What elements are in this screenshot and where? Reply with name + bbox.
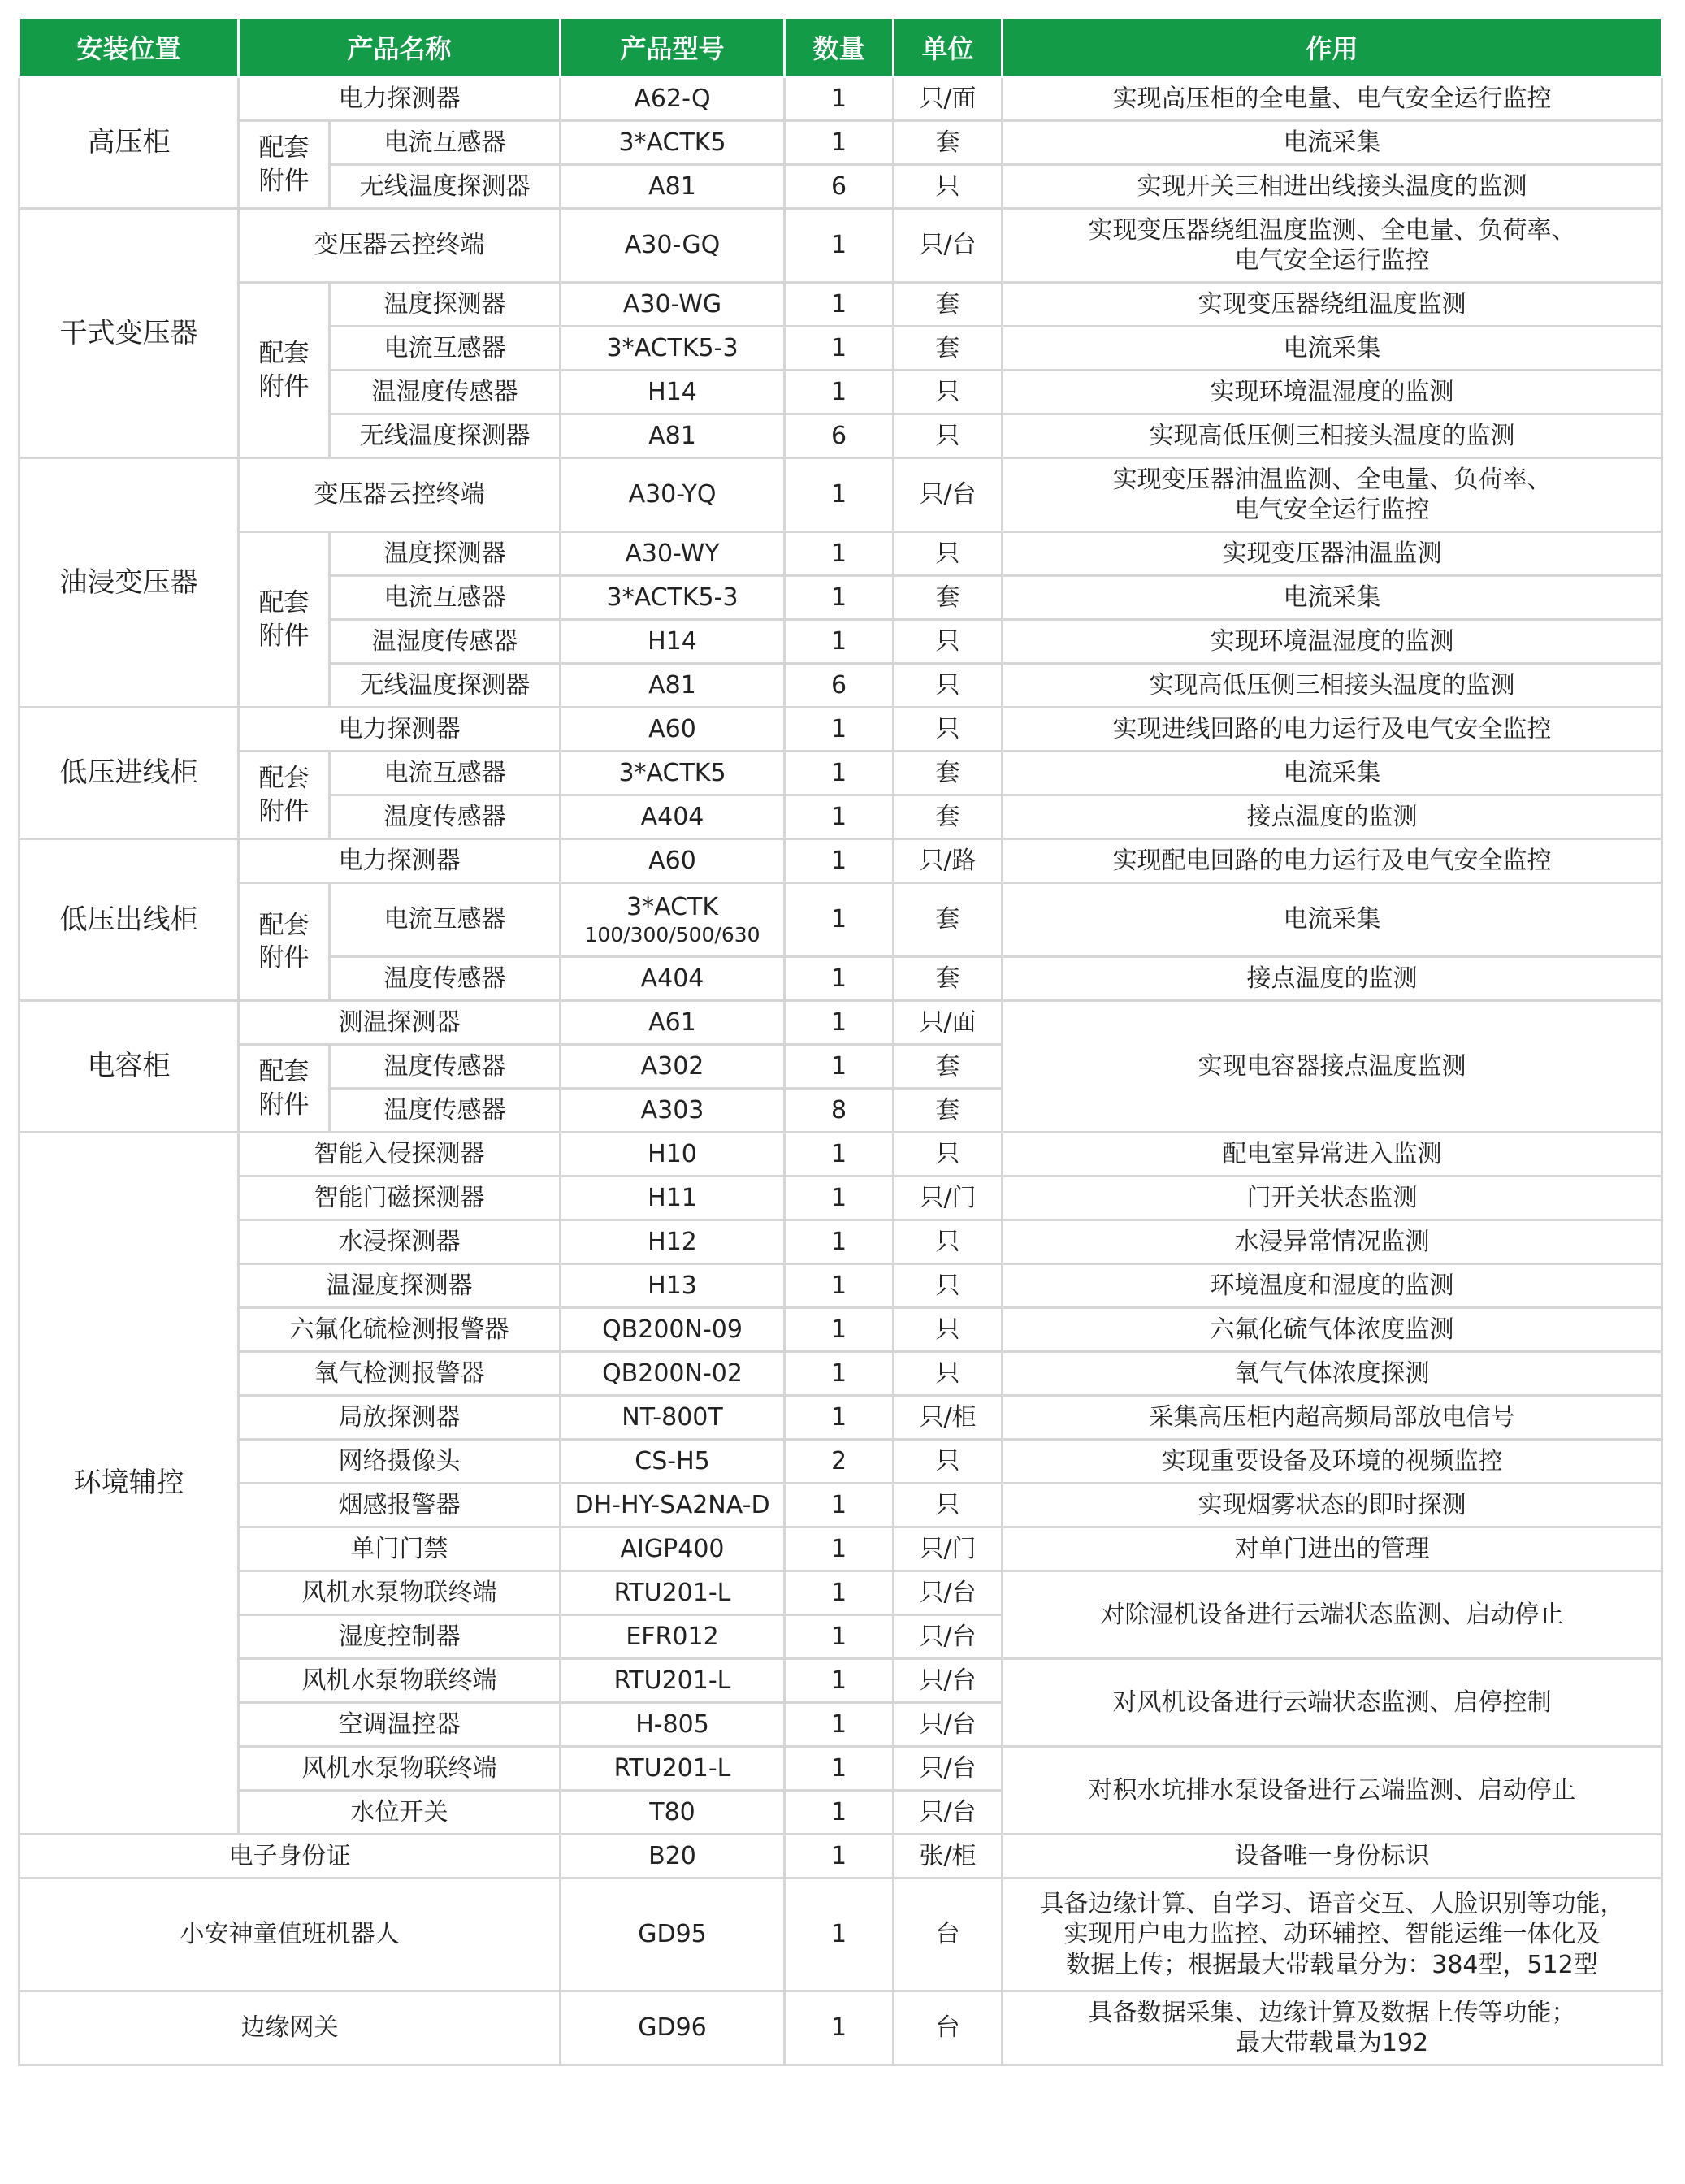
unit-cell: 只/路 [894,839,1003,883]
product-name-cell: 电力探测器 [239,77,561,121]
function-cell: 环境温度和湿度的监测 [1003,1264,1662,1308]
qty-cell: 1 [785,1991,894,2065]
table-row [19,1440,1662,1484]
function-cell: 配电室异常进入监测 [1003,1133,1662,1176]
product-name-cell: 温度传感器 [330,795,561,839]
qty-cell: 1 [785,1176,894,1220]
qty-cell: 1 [785,1835,894,1878]
qty-cell: 1 [785,1045,894,1089]
location-cell: 干式变压器 [19,209,239,458]
model-cell: A404 [561,795,785,839]
function-cell: 实现烟雾状态的即时探测 [1003,1484,1662,1528]
model-cell: CS-H5 [561,1440,785,1484]
function-cell: 电流采集 [1003,121,1662,165]
function-cell: 实现电容器接点温度监测 [1003,1001,1662,1133]
product-name-cell: 空调温控器 [239,1703,561,1747]
model-cell: DH-HY-SA2NA-D [561,1484,785,1528]
model-cell: RTU201-L [561,1747,785,1791]
model-cell: A81 [561,165,785,209]
table-row [19,1528,1662,1571]
model-cell: H14 [561,370,785,414]
location-cell: 环境辅控 [19,1133,239,1835]
unit-cell: 只 [894,414,1003,458]
qty-cell: 1 [785,839,894,883]
product-name-cell: 电流互感器 [330,752,561,795]
function-cell: 实现高低压侧三相接头温度的监测 [1003,414,1662,458]
model-cell: QB200N-09 [561,1308,785,1352]
product-name-cell: 电流互感器 [330,883,561,957]
model-cell: H10 [561,1133,785,1176]
qty-cell: 1 [785,209,894,283]
qty-cell: 1 [785,1308,894,1352]
model-cell: H14 [561,620,785,664]
table-row [19,121,1662,165]
model-cell: AIGP400 [561,1528,785,1571]
qty-cell: 1 [785,1220,894,1264]
location-cell: 低压进线柜 [19,708,239,839]
model-cell: A61 [561,1001,785,1045]
function-cell: 电流采集 [1003,752,1662,795]
model-cell: A302 [561,1045,785,1089]
qty-cell: 2 [785,1440,894,1484]
product-name-cell: 温湿度传感器 [330,370,561,414]
table-row [19,283,1662,327]
model-cell: 3*ACTK5-3 [561,327,785,370]
model-cell: H13 [561,1264,785,1308]
unit-cell: 只/台 [894,1747,1003,1791]
unit-cell: 套 [894,283,1003,327]
function-cell: 实现开关三相进出线接头温度的监测 [1003,165,1662,209]
unit-cell: 只 [894,532,1003,576]
function-cell: 对积水坑排水泵设备进行云端监测、启动停止 [1003,1747,1662,1835]
unit-cell: 只 [894,1440,1003,1484]
qty-cell: 6 [785,165,894,209]
header-unit: 单位 [894,18,1003,77]
model-cell: A404 [561,957,785,1001]
unit-cell: 套 [894,752,1003,795]
model-cell: A62-Q [561,77,785,121]
table-row [19,1659,1662,1703]
function-cell: 实现配电回路的电力运行及电气安全监控 [1003,839,1662,883]
model-cell: 3*ACTK5 [561,752,785,795]
qty-cell: 1 [785,1528,894,1571]
model-cell: T80 [561,1791,785,1835]
unit-cell: 只 [894,1352,1003,1396]
qty-cell: 6 [785,414,894,458]
product-name-cell: 单门门禁 [239,1528,561,1571]
unit-cell: 只 [894,664,1003,708]
unit-cell: 只 [894,1220,1003,1264]
product-name-cell: 温湿度传感器 [330,620,561,664]
accessory-label: 配套 附件 [239,752,330,839]
product-name-cell: 小安神童值班机器人 [19,1878,561,1991]
qty-cell: 1 [785,1747,894,1791]
table-row [19,1396,1662,1440]
qty-cell: 1 [785,283,894,327]
unit-cell: 只 [894,708,1003,752]
qty-cell: 1 [785,1396,894,1440]
function-cell: 接点温度的监测 [1003,957,1662,1001]
function-cell: 实现变压器油温监测 [1003,532,1662,576]
header-product-name: 产品名称 [239,18,561,77]
model-cell: QB200N-02 [561,1352,785,1396]
product-name-cell: 边缘网关 [19,1991,561,2065]
product-name-cell: 温度传感器 [330,1089,561,1133]
table-row [19,1878,1662,1991]
table-row [19,883,1662,957]
product-name-cell: 风机水泵物联终端 [239,1659,561,1703]
qty-cell: 1 [785,1484,894,1528]
accessory-label: 配套 附件 [239,883,330,1001]
accessory-label: 配套 附件 [239,1045,330,1133]
model-cell: 3*ACTK5-3 [561,576,785,620]
unit-cell: 只/台 [894,1703,1003,1747]
qty-cell: 1 [785,458,894,532]
product-name-cell: 智能门磁探测器 [239,1176,561,1220]
qty-cell: 1 [785,532,894,576]
unit-cell: 张/柜 [894,1835,1003,1878]
model-cell: 3*ACTK5 [561,121,785,165]
model-cell: H11 [561,1176,785,1220]
function-cell: 对单门进出的管理 [1003,1528,1662,1571]
qty-cell: 1 [785,1878,894,1991]
location-cell: 低压出线柜 [19,839,239,1001]
qty-cell: 1 [785,77,894,121]
product-name-cell: 温度探测器 [330,283,561,327]
function-cell: 实现环境温湿度的监测 [1003,620,1662,664]
qty-cell: 1 [785,1133,894,1176]
function-cell: 设备唯一身份标识 [1003,1835,1662,1878]
model-sub: 100/300/500/630 [584,923,760,947]
table-row [19,708,1662,752]
function-cell: 对除湿机设备进行云端状态监测、启动停止 [1003,1571,1662,1659]
table-row [19,1352,1662,1396]
product-name-cell: 六氟化硫检测报警器 [239,1308,561,1352]
unit-cell: 只/台 [894,1615,1003,1659]
unit-cell: 套 [894,957,1003,1001]
model-cell: EFR012 [561,1615,785,1659]
model-cell: A30-GQ [561,209,785,283]
table-row [19,1835,1662,1878]
model-cell: B20 [561,1835,785,1878]
product-name-cell: 电流互感器 [330,576,561,620]
unit-cell: 套 [894,121,1003,165]
function-cell: 氧气气体浓度探测 [1003,1352,1662,1396]
unit-cell: 只 [894,1484,1003,1528]
function-cell: 电流采集 [1003,327,1662,370]
function-cell: 具备边缘计算、自学习、语音交互、人脸识别等功能， 实现用户电力监控、动环辅控、智能运维一体化及 数据上传；根据最大带载量分为：384型，512型 [1003,1878,1662,1991]
table-row [19,752,1662,795]
unit-cell: 套 [894,1089,1003,1133]
product-name-cell: 风机水泵物联终端 [239,1747,561,1791]
function-cell: 实现变压器绕组温度监测、全电量、负荷率、 电气安全运行监控 [1003,209,1662,283]
table-row [19,532,1662,576]
table-row [19,1484,1662,1528]
table-row [19,1991,1662,2065]
function-cell: 实现高压柜的全电量、电气安全运行监控 [1003,77,1662,121]
product-name-cell: 电流互感器 [330,327,561,370]
header-model: 产品型号 [561,18,785,77]
product-name-cell: 温度传感器 [330,957,561,1001]
qty-cell: 1 [785,957,894,1001]
qty-cell: 1 [785,1264,894,1308]
product-name-cell: 智能入侵探测器 [239,1133,561,1176]
product-table-container [18,16,1661,2066]
product-name-cell: 水位开关 [239,1791,561,1835]
qty-cell: 1 [785,121,894,165]
product-name-cell: 温度探测器 [330,532,561,576]
function-cell: 六氟化硫气体浓度监测 [1003,1308,1662,1352]
unit-cell: 只 [894,1264,1003,1308]
table-row [19,458,1662,532]
model-cell: NT-800T [561,1396,785,1440]
qty-cell: 1 [785,752,894,795]
table-row [19,1308,1662,1352]
qty-cell: 1 [785,1352,894,1396]
model-cell: H-805 [561,1703,785,1747]
model-cell: H12 [561,1220,785,1264]
function-cell: 实现变压器绕组温度监测 [1003,283,1662,327]
product-name-cell: 电流互感器 [330,121,561,165]
unit-cell: 只/台 [894,209,1003,283]
model-cell: GD95 [561,1878,785,1991]
function-cell: 接点温度的监测 [1003,795,1662,839]
product-name-cell: 测温探测器 [239,1001,561,1045]
product-name-cell: 温度传感器 [330,1045,561,1089]
model-cell [561,883,785,957]
product-name-cell: 湿度控制器 [239,1615,561,1659]
product-name-cell: 局放探测器 [239,1396,561,1440]
product-name-cell: 电力探测器 [239,708,561,752]
accessory-label: 配套 附件 [239,121,330,209]
function-cell: 水浸异常情况监测 [1003,1220,1662,1264]
qty-cell: 1 [785,1791,894,1835]
table-row [19,839,1662,883]
qty-cell: 1 [785,795,894,839]
product-name-cell: 电力探测器 [239,839,561,883]
unit-cell: 只 [894,165,1003,209]
location-cell: 电容柜 [19,1001,239,1133]
function-cell: 采集高压柜内超高频局部放电信号 [1003,1396,1662,1440]
table-row [19,77,1662,121]
function-cell: 具备数据采集、边缘计算及数据上传等功能； 最大带载量为192 [1003,1991,1662,2065]
qty-cell: 1 [785,327,894,370]
model-cell: A303 [561,1089,785,1133]
qty-cell: 1 [785,1615,894,1659]
function-cell: 实现变压器油温监测、全电量、负荷率、 电气安全运行监控 [1003,458,1662,532]
unit-cell: 只/柜 [894,1396,1003,1440]
function-cell: 对风机设备进行云端状态监测、启停控制 [1003,1659,1662,1747]
product-name-cell: 变压器云控终端 [239,209,561,283]
qty-cell: 1 [785,708,894,752]
unit-cell: 只/台 [894,458,1003,532]
function-cell: 实现环境温湿度的监测 [1003,370,1662,414]
function-cell: 电流采集 [1003,576,1662,620]
accessory-label: 配套 附件 [239,532,330,708]
qty-cell: 1 [785,883,894,957]
unit-cell: 套 [894,795,1003,839]
unit-cell: 套 [894,327,1003,370]
table-row [19,1133,1662,1176]
unit-cell: 只/门 [894,1176,1003,1220]
model-cell: GD96 [561,1991,785,2065]
qty-cell: 6 [785,664,894,708]
model-cell: A60 [561,839,785,883]
product-name-cell: 电子身份证 [19,1835,561,1878]
location-cell: 油浸变压器 [19,458,239,708]
table-row [19,1264,1662,1308]
table-header-row [19,18,1662,77]
function-cell: 门开关状态监测 [1003,1176,1662,1220]
table-row [19,1176,1662,1220]
unit-cell: 只 [894,1308,1003,1352]
unit-cell: 只/台 [894,1571,1003,1615]
unit-cell: 只 [894,620,1003,664]
qty-cell: 1 [785,620,894,664]
model-cell: RTU201-L [561,1571,785,1615]
unit-cell: 只/台 [894,1791,1003,1835]
header-function: 作用 [1003,18,1662,77]
location-cell: 高压柜 [19,77,239,209]
table-row [19,1220,1662,1264]
unit-cell: 只/面 [894,77,1003,121]
product-table [18,16,1663,2066]
product-name-cell: 变压器云控终端 [239,458,561,532]
unit-cell: 台 [894,1878,1003,1991]
product-name-cell: 无线温度探测器 [330,414,561,458]
model-cell: A30-WY [561,532,785,576]
qty-cell: 1 [785,576,894,620]
model-cell: A81 [561,414,785,458]
product-name-cell: 水浸探测器 [239,1220,561,1264]
function-cell: 实现重要设备及环境的视频监控 [1003,1440,1662,1484]
qty-cell: 1 [785,1571,894,1615]
model-cell: RTU201-L [561,1659,785,1703]
function-cell: 实现进线回路的电力运行及电气安全监控 [1003,708,1662,752]
product-name-cell: 氧气检测报警器 [239,1352,561,1396]
table-row [19,1747,1662,1791]
accessory-label: 配套 附件 [239,283,330,458]
qty-cell: 1 [785,1001,894,1045]
model-cell: A30-YQ [561,458,785,532]
unit-cell: 只/门 [894,1528,1003,1571]
qty-cell: 1 [785,370,894,414]
product-name-cell: 无线温度探测器 [330,165,561,209]
product-name-cell: 网络摄像头 [239,1440,561,1484]
function-cell: 电流采集 [1003,883,1662,957]
product-name-cell: 风机水泵物联终端 [239,1571,561,1615]
table-row [19,1571,1662,1615]
unit-cell: 套 [894,883,1003,957]
model-cell: A60 [561,708,785,752]
unit-cell: 只 [894,1133,1003,1176]
unit-cell: 套 [894,576,1003,620]
table-row [19,1001,1662,1045]
model-cell: A30-WG [561,283,785,327]
product-name-cell: 烟感报警器 [239,1484,561,1528]
unit-cell: 只/面 [894,1001,1003,1045]
unit-cell: 台 [894,1991,1003,2065]
qty-cell: 1 [785,1659,894,1703]
model-cell: A81 [561,664,785,708]
unit-cell: 只 [894,370,1003,414]
function-cell: 实现高低压侧三相接头温度的监测 [1003,664,1662,708]
table-row [19,209,1662,283]
header-qty: 数量 [785,18,894,77]
unit-cell: 套 [894,1045,1003,1089]
qty-cell: 8 [785,1089,894,1133]
product-name-cell: 温湿度探测器 [239,1264,561,1308]
product-name-cell: 无线温度探测器 [330,664,561,708]
header-location: 安装位置 [19,18,239,77]
unit-cell: 只/台 [894,1659,1003,1703]
qty-cell: 1 [785,1703,894,1747]
model-main: 3*ACTK [626,892,719,921]
